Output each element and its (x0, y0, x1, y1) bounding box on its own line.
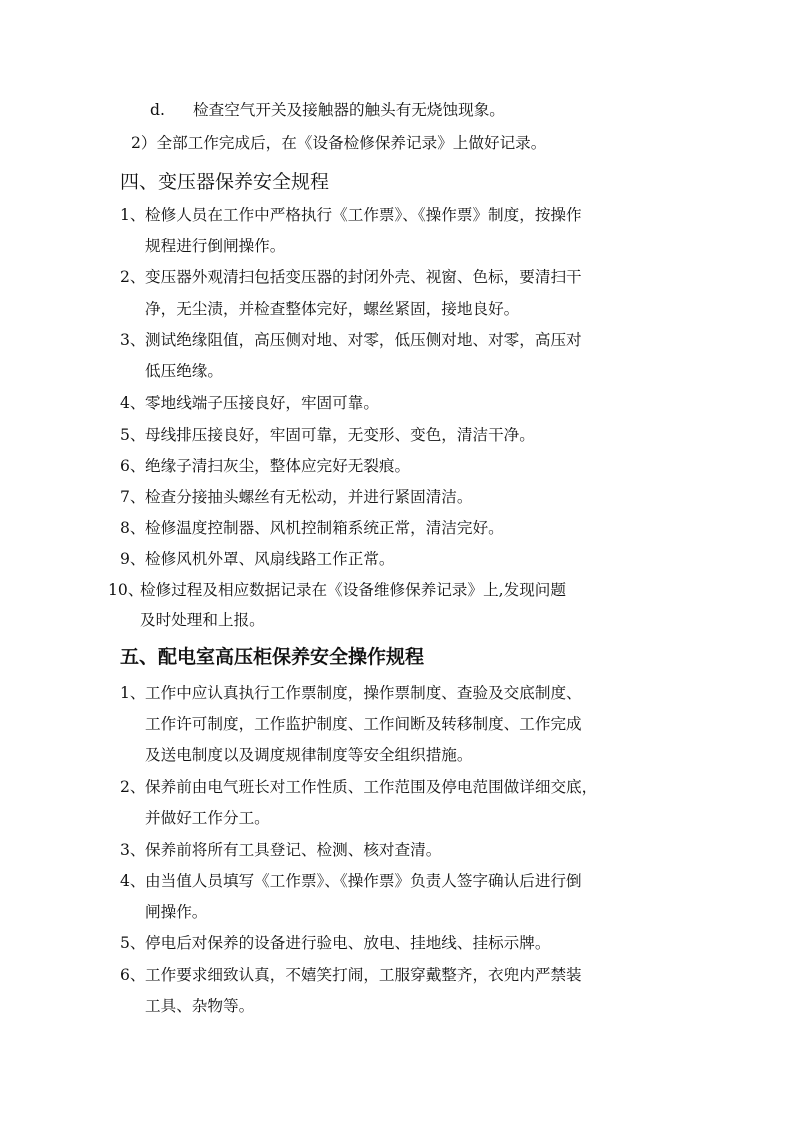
list-item-text: 由当值人员填写《工作票》、《操作票》负责人签字确认后进行倒 (145, 872, 582, 890)
list-item-text: 检修过程及相应数据记录在《设备维修保养记录》上,发现问题 (140, 581, 566, 599)
list-item-number: 4、 (120, 872, 146, 890)
intro-step-2: 2）全部工作完成后，在《设备检修保养记录》上做好记录。 (131, 134, 547, 152)
list-item-text: 工作许可制度，工作监护制度、工作间断及转移制度、工作完成 (145, 715, 582, 733)
list-item-text: 工作中应认真执行工作票制度，操作票制度、查验及交底制度、 (145, 684, 582, 702)
list-item-text: 及送电制度以及调度规律制度等安全组织措施。 (145, 746, 473, 764)
list-item-number: 4、 (120, 394, 146, 412)
list-item-text: 闸操作。 (145, 903, 208, 921)
section-4-heading: 四、变压器保养安全规程 (120, 171, 330, 193)
list-item-text: 净，无尘渍，并检查整体完好，螺丝紧固，接地良好。 (145, 300, 520, 318)
list-item-number: 6、 (120, 966, 146, 984)
list-item-text: 及时处理和上报。 (140, 611, 265, 629)
list-item-number: 1、 (120, 206, 146, 224)
list-item-number: 5、 (120, 426, 146, 444)
list-item-number: 6、 (120, 457, 146, 475)
list-item-text: 零地线端子压接良好，牢固可靠。 (145, 394, 379, 412)
list-item-text: 保养前将所有工具登记、检测、核对查清。 (145, 841, 442, 859)
list-item-text: 变压器外观清扫包括变压器的封闭外壳、视窗、色标，要清扫干 (145, 268, 582, 286)
list-item-text: 检修风机外罩、风扇线路工作正常。 (145, 550, 395, 568)
list-item-text: 母线排压接良好，牢固可靠，无变形、变色，清洁干净。 (145, 426, 535, 444)
list-item-number: 8、 (120, 519, 146, 537)
list-item-text: 检查分接抽头螺丝有无松动，并进行紧固清洁。 (145, 488, 473, 506)
list-item-number: 5、 (120, 934, 146, 952)
list-item-text: 绝缘子清扫灰尘，整体应完好无裂痕。 (145, 457, 411, 475)
list-item-number: 9、 (120, 550, 146, 568)
intro-d-text: 检查空气开关及接触器的触头有无烧蚀现象。 (193, 101, 505, 119)
list-item-text: 规程进行倒闸操作。 (145, 237, 286, 255)
list-item-text: 工具、杂物等。 (145, 997, 255, 1015)
list-item-text: 工作要求细致认真，不嬉笑打闹，工服穿戴整齐，衣兜内严禁装 (145, 966, 582, 984)
list-item-text: 检修人员在工作中严格执行《工作票》、《操作票》制度，按操作 (145, 206, 582, 224)
list-item-number: 2、 (120, 778, 146, 796)
list-item-text: 测试绝缘阻值，高压侧对地、对零，低压侧对地、对零，高压对 (145, 331, 582, 349)
list-item-text: 并做好工作分工。 (145, 809, 270, 827)
list-marker-d: d. (150, 101, 165, 119)
list-item-text: 保养前由电气班长对工作性质、工作范围及停电范围做详细交底， (145, 778, 598, 796)
list-item-text: 低压绝缘。 (145, 362, 223, 380)
list-item-number: 2、 (120, 268, 146, 286)
list-item-number: 7、 (120, 488, 146, 506)
list-item-number: 3、 (120, 841, 146, 859)
list-item-text: 停电后对保养的设备进行验电、放电、挂地线、挂标示牌。 (145, 934, 551, 952)
list-item-number: 1、 (120, 684, 146, 702)
list-item-number: 10、 (108, 581, 144, 599)
list-item-number: 3、 (120, 331, 146, 349)
list-item-text: 检修温度控制器、风机控制箱系统正常，清洁完好。 (145, 519, 504, 537)
section-5-heading: 五、配电室高压柜保养安全操作规程 (120, 646, 425, 668)
